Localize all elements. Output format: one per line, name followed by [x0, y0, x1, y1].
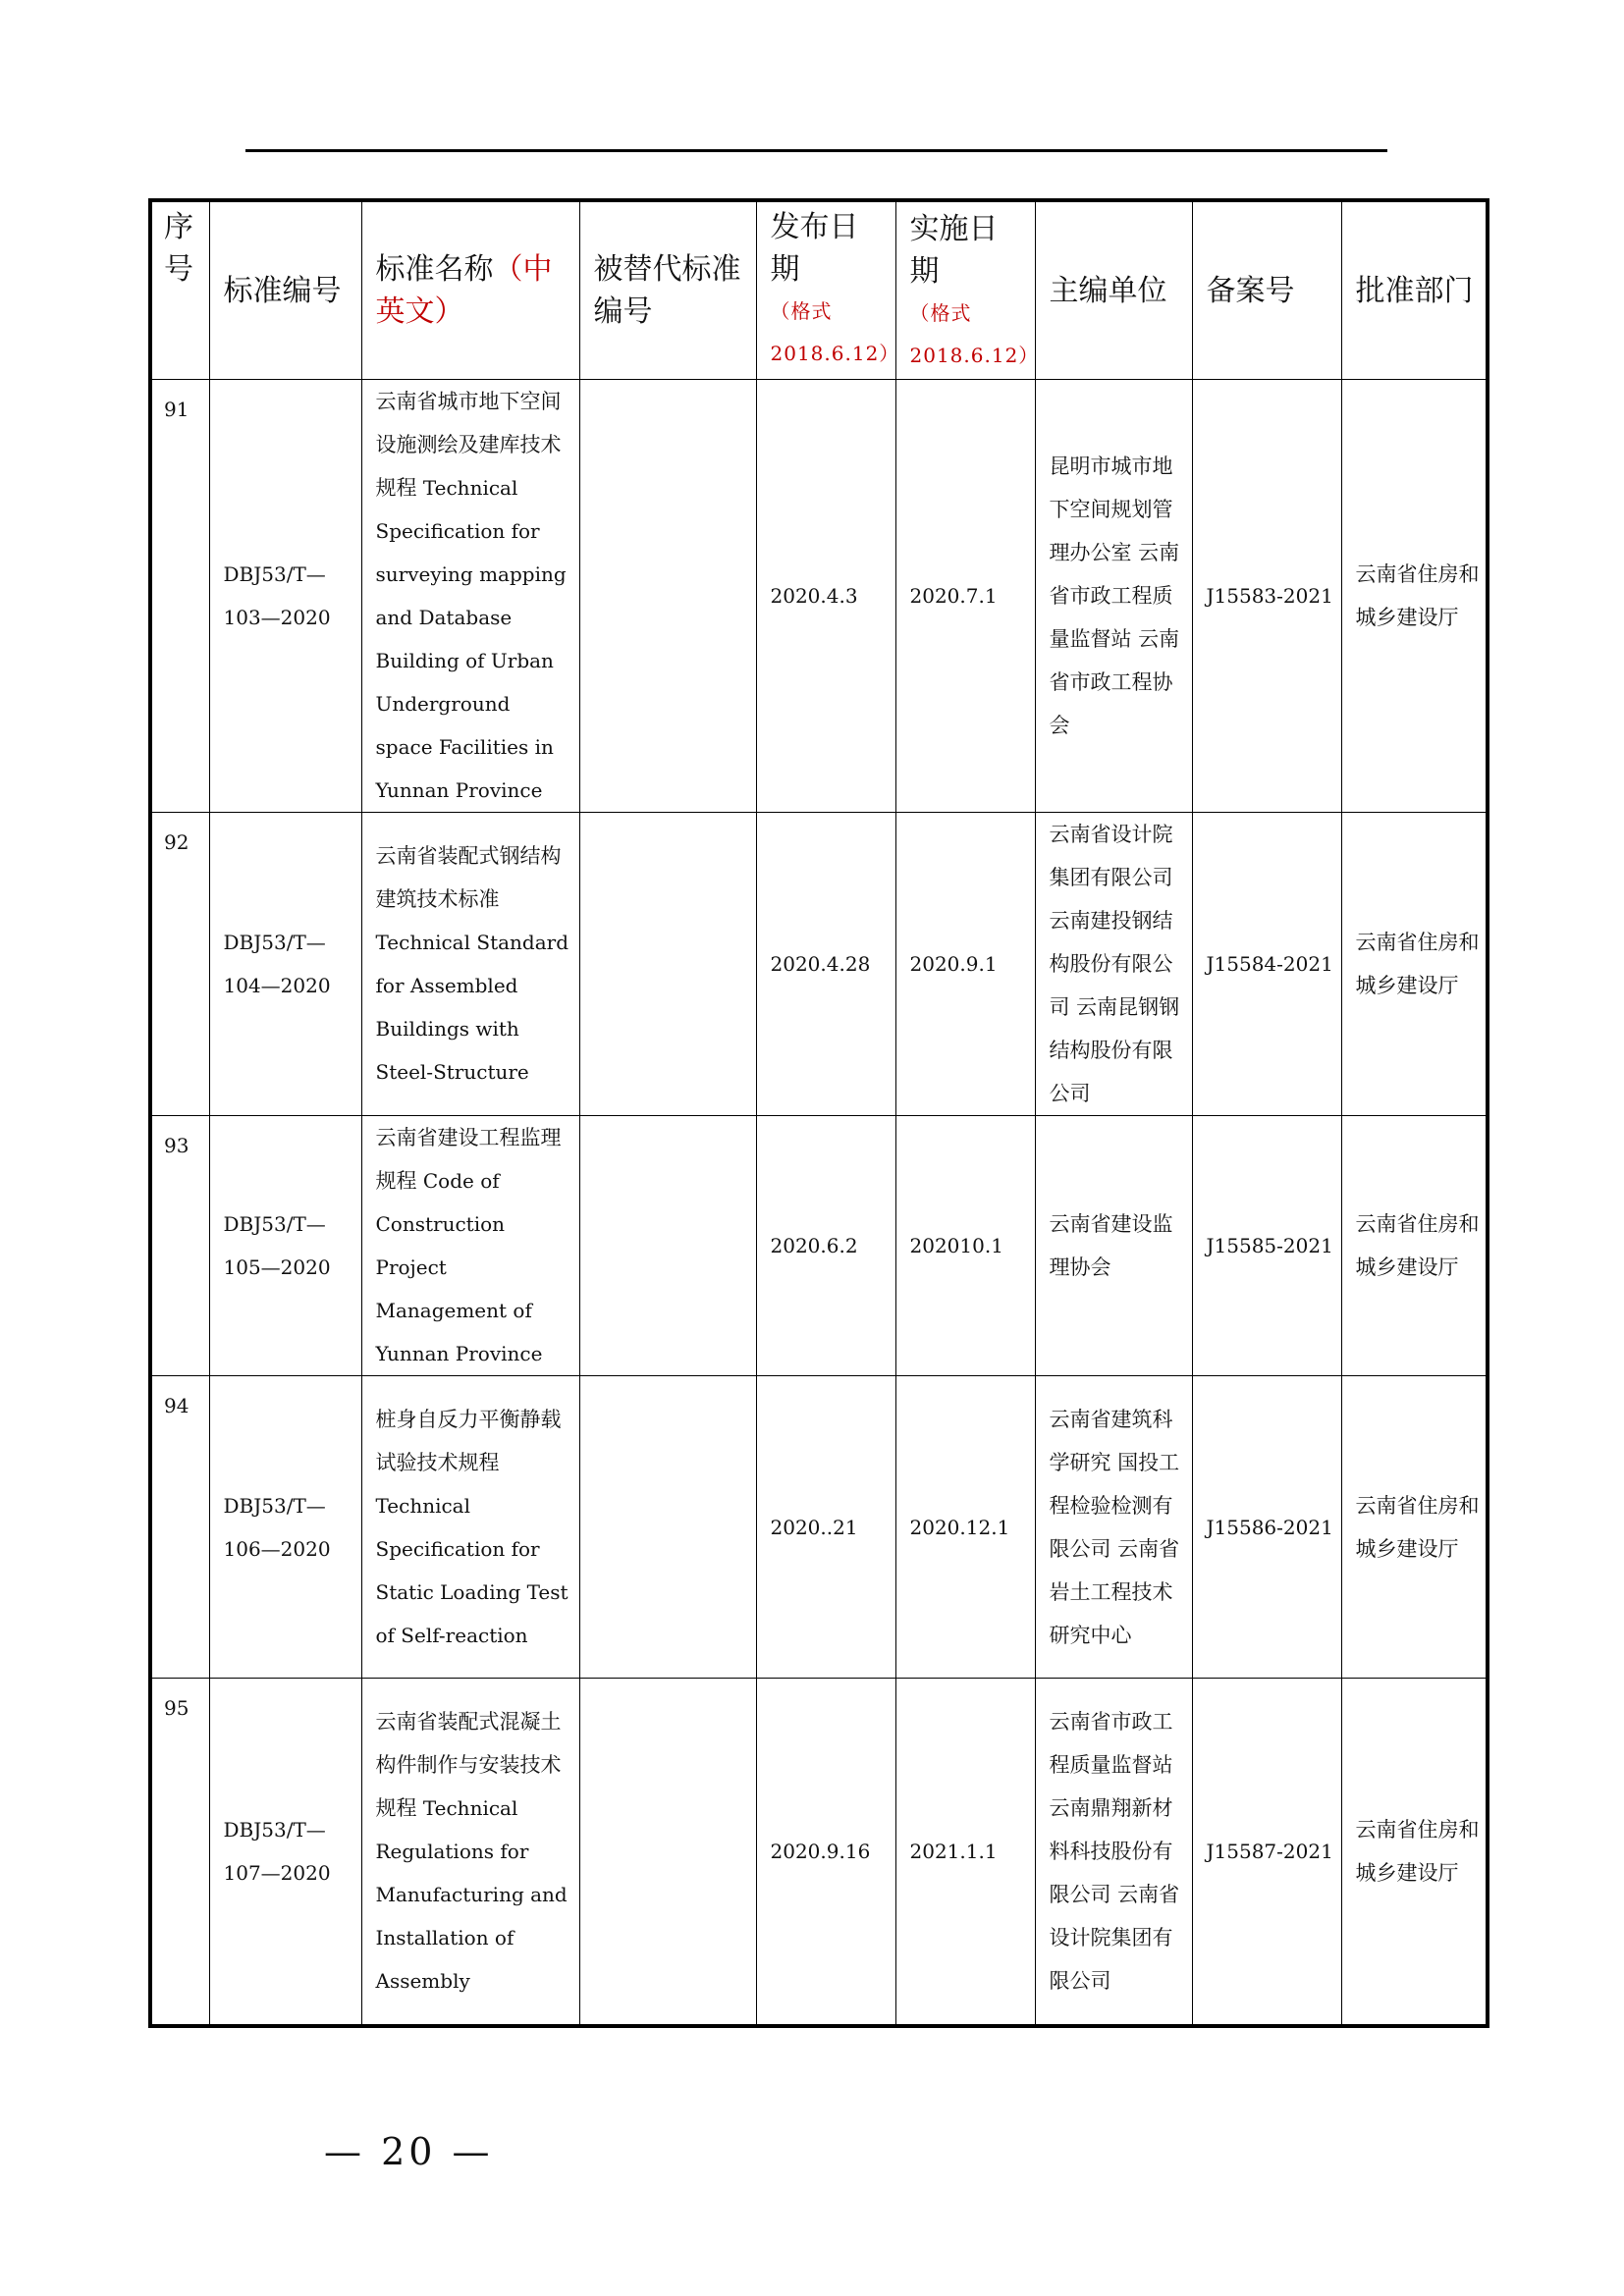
header-rule — [245, 149, 1387, 152]
header-row — [150, 200, 1488, 380]
header-record: 备案号 — [1192, 200, 1341, 380]
header-approver: 批准部门 — [1341, 200, 1488, 380]
row-issue-date: 2020.4.3 — [756, 380, 895, 813]
row-code — [209, 1679, 361, 2026]
standards-table — [148, 198, 1489, 2028]
row-seq: 92 — [150, 813, 209, 1116]
row-seq: 93 — [150, 1116, 209, 1376]
row-editor: 云南省建筑科学研究 国投工程检验检测有限公司 云南省岩土工程技术研究中心 — [1035, 1376, 1192, 1679]
row-name — [361, 1116, 579, 1376]
row-name-en: Technical Regulations for Manufacturing and Installation of Assembly — [375, 1795, 568, 1993]
header-impl-text: 实施日期 — [909, 212, 999, 289]
header-issue — [756, 200, 900, 380]
row-approver: 云南省住房和城乡建设厅 — [1341, 813, 1488, 1116]
row-code — [209, 813, 361, 1116]
row-editor: 云南省设计院集团有限公司 云南建投钢结构股份有限公司 云南昆钢钢结构股份有限公司 — [1035, 813, 1192, 1116]
row-impl-date: 2020.9.1 — [895, 813, 1035, 1116]
row-record: J15586-2021 — [1192, 1376, 1341, 1679]
row-code-a: DBJ53/T— — [223, 1212, 326, 1236]
row-seq: 95 — [150, 1679, 209, 2026]
row-record: J15584-2021 — [1192, 813, 1341, 1116]
row-issue-date: 2020.9.16 — [756, 1679, 895, 2026]
row-code-b: 104—2020 — [223, 974, 331, 997]
row-name — [361, 1679, 579, 2026]
row-name-cn: 云南省城市地下空间设施测绘及建库技术规程 — [375, 390, 562, 500]
header-editor: 主编单位 — [1035, 200, 1192, 380]
row-name-en: Technical Specification for Static Loading Test of Self-reaction — [375, 1493, 568, 1647]
header-seq: 序号 — [150, 200, 209, 380]
row-replaced — [579, 380, 756, 813]
row-approver: 云南省住房和城乡建设厅 — [1341, 1116, 1488, 1376]
row-editor: 云南省市政工程质量监督站 云南鼎翔新材料科技股份有限公司 云南省设计院集团有限公司 — [1035, 1679, 1192, 2026]
row-replaced — [579, 1116, 756, 1376]
row-record: J15587-2021 — [1192, 1679, 1341, 2026]
row-name — [361, 380, 579, 813]
row-code-b: 105—2020 — [223, 1255, 331, 1279]
row-code — [209, 1116, 361, 1376]
header-replaced: 被替代标准编号 — [579, 200, 756, 380]
row-issue-date: 2020.6.2 — [756, 1116, 895, 1376]
header-issue-note: （格式 2018.6.12） — [770, 299, 900, 365]
row-name-cn: 桩身自反力平衡静载试验技术规程 — [375, 1407, 562, 1474]
row-record: J15585-2021 — [1192, 1116, 1341, 1376]
header-name-note: （中英文） — [375, 252, 553, 329]
row-code-a: DBJ53/T— — [223, 1493, 326, 1518]
page-number: — 20 — — [324, 2130, 494, 2173]
table-row — [150, 1679, 1488, 2026]
row-editor: 云南省建设监理协会 — [1035, 1116, 1192, 1376]
row-code-b: 107—2020 — [223, 1860, 331, 1885]
header-issue-text: 发布日期 — [770, 210, 859, 287]
header-name-text: 标准名称 — [375, 252, 494, 287]
row-approver: 云南省住房和城乡建设厅 — [1341, 380, 1488, 813]
row-impl-date: 2021.1.1 — [895, 1679, 1035, 2026]
header-impl — [895, 200, 1040, 380]
table-row — [150, 1376, 1488, 1679]
row-code — [209, 380, 361, 813]
row-replaced — [579, 1376, 756, 1679]
row-name — [361, 1376, 579, 1679]
row-issue-date: 2020..21 — [756, 1376, 895, 1679]
table-row — [150, 380, 1488, 813]
row-name-cn: 云南省装配式钢结构建筑技术标准 — [375, 844, 562, 911]
row-code-a: DBJ53/T— — [223, 931, 326, 954]
row-impl-date: 2020.12.1 — [895, 1376, 1035, 1679]
row-code-a: DBJ53/T— — [223, 1817, 326, 1842]
row-editor: 昆明市城市地下空间规划管理办公室 云南省市政工程质量监督站 云南省市政工程协会 — [1035, 380, 1192, 813]
table-row — [150, 1116, 1488, 1376]
row-seq: 94 — [150, 1376, 209, 1679]
row-name — [361, 813, 579, 1116]
row-approver: 云南省住房和城乡建设厅 — [1341, 1376, 1488, 1679]
row-name-en: Code of Construction Project Management of Yunnan Province — [375, 1169, 543, 1365]
table-row — [150, 813, 1488, 1116]
row-issue-date: 2020.4.28 — [756, 813, 895, 1116]
header-code: 标准编号 — [209, 200, 361, 380]
row-code-b: 103—2020 — [223, 606, 331, 629]
row-seq: 91 — [150, 380, 209, 813]
row-impl-date: 2020.7.1 — [895, 380, 1035, 813]
header-impl-note: （格式 2018.6.12） — [909, 301, 1040, 367]
row-approver: 云南省住房和城乡建设厅 — [1341, 1679, 1488, 2026]
row-impl-date: 202010.1 — [895, 1116, 1035, 1376]
row-code — [209, 1376, 361, 1679]
row-record: J15583-2021 — [1192, 380, 1341, 813]
row-code-a: DBJ53/T— — [223, 562, 326, 586]
row-name-cn: 云南省建设工程监理规程 — [375, 1126, 562, 1193]
row-name-cn: 云南省装配式混凝土构件制作与安装技术规程 — [375, 1709, 562, 1820]
row-replaced — [579, 813, 756, 1116]
row-name-en: Technical Specification for surveying mapping and Database Building of Urban Underground space Facilities in Yunnan Province — [375, 476, 567, 802]
row-replaced — [579, 1679, 756, 2026]
row-name-en: Technical Standard for Assembled Buildings with Steel-Structure — [375, 931, 568, 1084]
row-code-b: 106—2020 — [223, 1536, 331, 1561]
header-name — [361, 200, 579, 380]
